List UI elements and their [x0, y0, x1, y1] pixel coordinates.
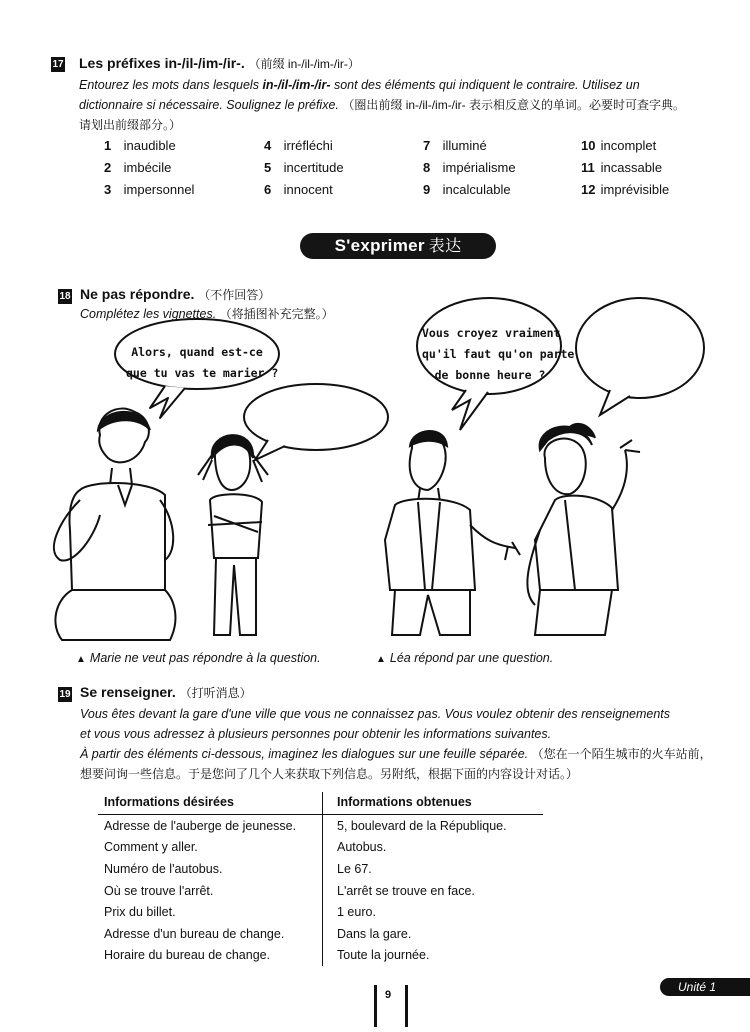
exercise-19-number: 19: [59, 689, 71, 700]
table-row: Numéro de l'autobus. Le 67.: [98, 858, 543, 880]
man-figure: [385, 431, 520, 635]
exercise-19-title-text: Se renseigner.: [80, 684, 176, 700]
exercise-17-title-zh: （前缀 in-/il-/im-/ir-）: [248, 57, 360, 71]
ex17-instr-part1: Entourez les mots dans lesquels: [79, 78, 263, 92]
word-item: 12 imprévisible: [581, 182, 670, 197]
woman-figure-left: [54, 409, 176, 640]
banner-zh: 表达: [428, 238, 462, 255]
woman-figure-right: [527, 424, 640, 635]
exercise-19-title: [80, 684, 252, 701]
word-item: 8 impérialisme: [423, 160, 516, 175]
exercise-19-instructions: [80, 704, 730, 784]
word-item: 5 incertitude: [264, 160, 344, 175]
exercise-19-title-zh: （打听消息）: [179, 686, 252, 700]
table-row: Adresse de l'auberge de jeunesse. 5, boulevard de la République.: [98, 815, 543, 837]
word-item: 6 innocent: [264, 182, 333, 197]
word-item: 4 irréfléchi: [264, 138, 333, 153]
triangle-icon: ▲: [376, 654, 386, 665]
ex17-instr-line2: dictionnaire si nécessaire. Soulignez le préfixe.: [79, 98, 339, 112]
ex17-instr-prefixes: in-/il-/im-/ir-: [262, 78, 331, 92]
caption-left: ▲ Marie ne veut pas répondre à la question.: [76, 651, 321, 665]
speech-bubble-4-empty: [576, 298, 704, 398]
information-table: [98, 792, 543, 966]
ex19-instr-line3: À partir des éléments ci-dessous, imaginez les dialogues sur une feuille séparée.: [80, 747, 529, 761]
girl-figure: [198, 435, 268, 635]
unit-label: Unité 1: [660, 978, 750, 996]
table-row: Où se trouve l'arrêt. L'arrêt se trouve en face.: [98, 880, 543, 902]
comic-illustration: [0, 290, 750, 650]
exercise-17-number: 17: [52, 59, 64, 70]
word-item: 1 inaudible: [104, 138, 176, 153]
table-row: Horaire du bureau de change. Toute la journée.: [98, 945, 543, 967]
word-item: 3 impersonnel: [104, 182, 195, 197]
triangle-icon: ▲: [76, 654, 86, 665]
ex18-instr-fr: Complétez les vignettes.: [80, 307, 217, 321]
word-item: 10 incomplet: [581, 138, 657, 153]
speech-bubble-2-empty: [244, 384, 388, 450]
ex18-instr-zh: （将插图补充完整。）: [219, 307, 334, 321]
exercise-17-instructions: [79, 75, 719, 135]
table-row: Prix du billet. 1 euro.: [98, 901, 543, 923]
ex19-instr-line2: et vous vous adressez à plusieurs personnes pour obtenir les informations suivantes.: [80, 727, 552, 741]
bubble-3-tail: [452, 390, 488, 430]
caption-right: ▲ Léa répond par une question.: [376, 651, 554, 665]
bubble-1-tail: [150, 386, 185, 418]
exercise-17-title: [79, 55, 360, 72]
speech-bubble-3-text: Vous croyez vraiment qu'il faut qu'on parte de bonne heure ?: [422, 326, 575, 382]
ex17-instr-zh2: 请划出前缀部分。）: [79, 118, 182, 132]
word-item: 11 incassable: [581, 160, 663, 175]
column-header-obtained: Informations obtenues: [323, 792, 544, 815]
section-banner: [300, 233, 496, 259]
ex17-instr-zh1: （圈出前缀 in-/il-/im-/ir- 表示相反意义的单词。必要时可查字典。: [342, 98, 686, 112]
speech-bubble-1-text: Alors, quand est-ce que tu vas te marier ?: [126, 345, 279, 380]
ex17-instr-part2: sont des éléments qui indiquent le contraire. Utilisez un: [330, 78, 640, 92]
exercise-17-title-text: Les préfixes in-/il-/im-/ir-.: [79, 55, 245, 71]
exercise-18-title-zh: （不作回答）: [198, 288, 271, 302]
table-row: Comment y aller. Autobus.: [98, 837, 543, 859]
ex19-instr-line1: Vous êtes devant la gare d'une ville que vous ne connaissez pas. Vous voulez obtenir des renseignements: [80, 707, 671, 721]
exercise-18-number: 18: [59, 291, 71, 302]
ex19-instr-zh2: 想要问询一些信息。于是您问了几个人来获取下列信息。另附纸，根据下面的内容设计对话。）: [80, 767, 579, 781]
page-number: 9: [384, 989, 392, 1001]
word-item: 9 incalculable: [423, 182, 511, 197]
table-row: Adresse d'un bureau de change. Dans la gare.: [98, 923, 543, 945]
banner-fr: S'exprimer: [334, 236, 425, 255]
ex19-instr-zh1: （您在一个陌生城市的火车站前，: [531, 747, 712, 761]
column-header-desired: Informations désirées: [98, 792, 323, 815]
word-item: 2 imbécile: [104, 160, 172, 175]
table-header-row: [98, 792, 543, 815]
exercise-18-title-text: Ne pas répondre.: [80, 286, 195, 302]
word-item: 7 illuminé: [423, 138, 487, 153]
